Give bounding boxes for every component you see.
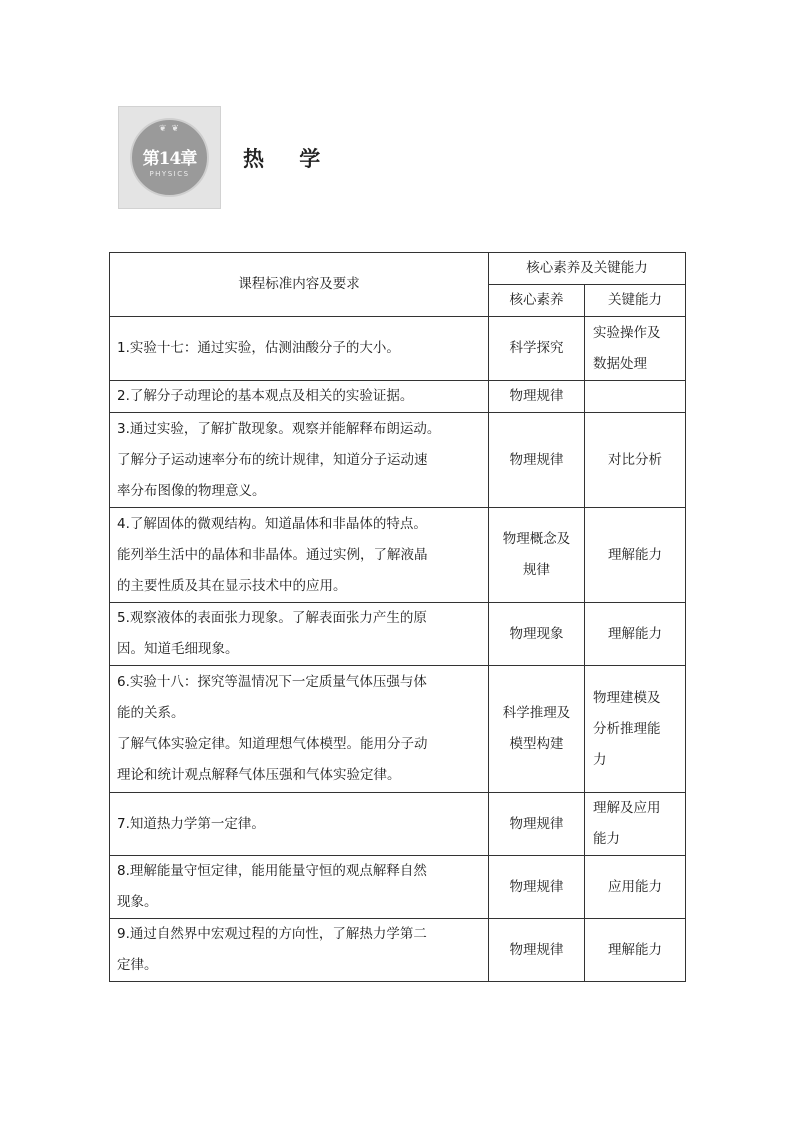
literacy-cell	[489, 666, 585, 793]
literacy-cell-line: 科学推理及	[502, 705, 571, 721]
requirement-cell-line: 因。知道毛细现象。	[117, 641, 239, 657]
ability-cell	[585, 793, 686, 856]
literacy-cell-line: 科学探究	[509, 340, 564, 356]
requirement-cell-line: 3.通过实验，了解扩散现象。观察并能解释布朗运动。	[117, 420, 441, 437]
table-row	[110, 666, 686, 793]
chapter-title: 热 学	[243, 146, 335, 171]
literacy-cell	[489, 508, 585, 603]
ability-cell	[585, 856, 686, 919]
table-body	[110, 317, 686, 982]
requirement-cell	[110, 317, 489, 381]
requirement-cell-line: 8.理解能量守恒定律，能用能量守恒的观点解释自然	[117, 863, 427, 879]
requirement-cell-line: 5.观察液体的表面张力现象。了解表面张力产生的原	[117, 610, 427, 626]
requirement-cell-line: 了解气体实验定律。知道理想气体模型。能用分子动	[117, 736, 428, 752]
requirement-cell-line: 2.了解分子动理论的基本观点及相关的实验证据。	[117, 388, 414, 404]
requirement-cell	[110, 666, 489, 793]
requirement-cell-line: 了解分子运动速率分布的统计规律，知道分子运动速	[117, 451, 428, 468]
requirement-cell	[110, 856, 489, 919]
ability-cell-line: 能力	[593, 831, 620, 847]
header-literacy-ability: 核心素养及关键能力	[489, 253, 686, 285]
ability-cell	[585, 666, 686, 793]
literacy-cell	[489, 856, 585, 919]
requirement-cell-line: 定律。	[117, 957, 158, 973]
header-content: 课程标准内容及要求	[110, 253, 489, 317]
literacy-cell-line: 物理规律	[509, 815, 564, 832]
requirement-cell	[110, 381, 489, 413]
ability-cell-line: 数据处理	[593, 355, 647, 372]
ability-cell-line: 对比分析	[608, 451, 662, 468]
requirement-cell-line: 1.实验十七：通过实验，估测油酸分子的大小。	[117, 340, 400, 356]
ability-cell-line: 力	[593, 751, 607, 768]
requirement-cell-line: 9.通过自然界中宏观过程的方向性，了解热力学第二	[117, 926, 427, 942]
literacy-cell-line: 物理概念及	[502, 531, 571, 547]
literacy-cell-line: 物理规律	[509, 878, 564, 895]
table-row	[110, 919, 686, 982]
table-row	[110, 856, 686, 919]
chapter-subject: PHYSICS	[149, 170, 190, 178]
requirement-cell	[110, 919, 489, 982]
table-row	[110, 413, 686, 508]
ability-cell	[585, 317, 686, 381]
requirement-cell-line: 的主要性质及其在显示技术中的应用。	[117, 577, 347, 594]
ability-cell-line: 物理建模及	[593, 689, 661, 706]
requirement-cell-line: 理论和统计观点解释气体压强和气体实验定律。	[117, 767, 401, 783]
ability-cell	[585, 508, 686, 603]
table-row	[110, 793, 686, 856]
ability-cell-line: 实验操作及	[593, 324, 661, 341]
requirement-cell-line: 6.实验十八：探究等温情况下一定质量气体压强与体	[117, 674, 427, 690]
table-row	[110, 508, 686, 603]
literacy-cell-line: 物理规律	[509, 941, 564, 958]
literacy-cell-line: 物理规律	[509, 451, 564, 468]
ability-cell-line: 应用能力	[608, 878, 662, 895]
requirement-cell-line: 7.知道热力学第一定律。	[117, 815, 265, 832]
chapter-number: 第14章	[142, 149, 197, 169]
chapter-badge	[118, 106, 221, 209]
ornament-icon: ❦ ❦	[159, 124, 180, 134]
ability-cell-line: 理解能力	[608, 625, 662, 642]
literacy-cell-line: 物理现象	[509, 625, 564, 642]
table-row	[110, 317, 686, 381]
requirement-cell	[110, 413, 489, 508]
requirement-cell	[110, 508, 489, 603]
requirement-cell	[110, 793, 489, 856]
table-row	[110, 603, 686, 666]
literacy-cell	[489, 919, 585, 982]
literacy-cell	[489, 603, 585, 666]
requirement-cell-line: 4.了解固体的微观结构。知道晶体和非晶体的特点。	[117, 515, 427, 532]
ability-cell	[585, 381, 686, 413]
ability-cell-line: 理解能力	[608, 546, 662, 563]
header-literacy: 核心素养	[489, 285, 585, 317]
requirement-cell	[110, 603, 489, 666]
requirement-cell-line: 率分布图像的物理意义。	[117, 482, 266, 499]
literacy-cell-line: 规律	[523, 562, 550, 578]
header-ability: 关键能力	[585, 285, 686, 317]
table-row	[110, 381, 686, 413]
requirement-cell-line: 能列举生活中的晶体和非晶体。通过实例，了解液晶	[117, 546, 428, 563]
literacy-cell	[489, 793, 585, 856]
literacy-cell-line: 物理规律	[509, 388, 564, 404]
ability-cell	[585, 919, 686, 982]
ability-cell	[585, 603, 686, 666]
ability-cell-line: 理解能力	[608, 941, 662, 958]
ability-cell-line: 分析推理能	[593, 720, 661, 737]
ability-cell	[585, 413, 686, 508]
literacy-cell	[489, 381, 585, 413]
literacy-cell	[489, 413, 585, 508]
ability-cell-line: 理解及应用	[593, 800, 661, 816]
literacy-cell	[489, 317, 585, 381]
requirement-cell-line: 能的关系。	[117, 705, 185, 721]
chapter-emblem	[130, 118, 209, 197]
requirement-cell-line: 现象。	[117, 894, 158, 910]
curriculum-table	[109, 252, 686, 982]
literacy-cell-line: 模型构建	[509, 736, 564, 752]
